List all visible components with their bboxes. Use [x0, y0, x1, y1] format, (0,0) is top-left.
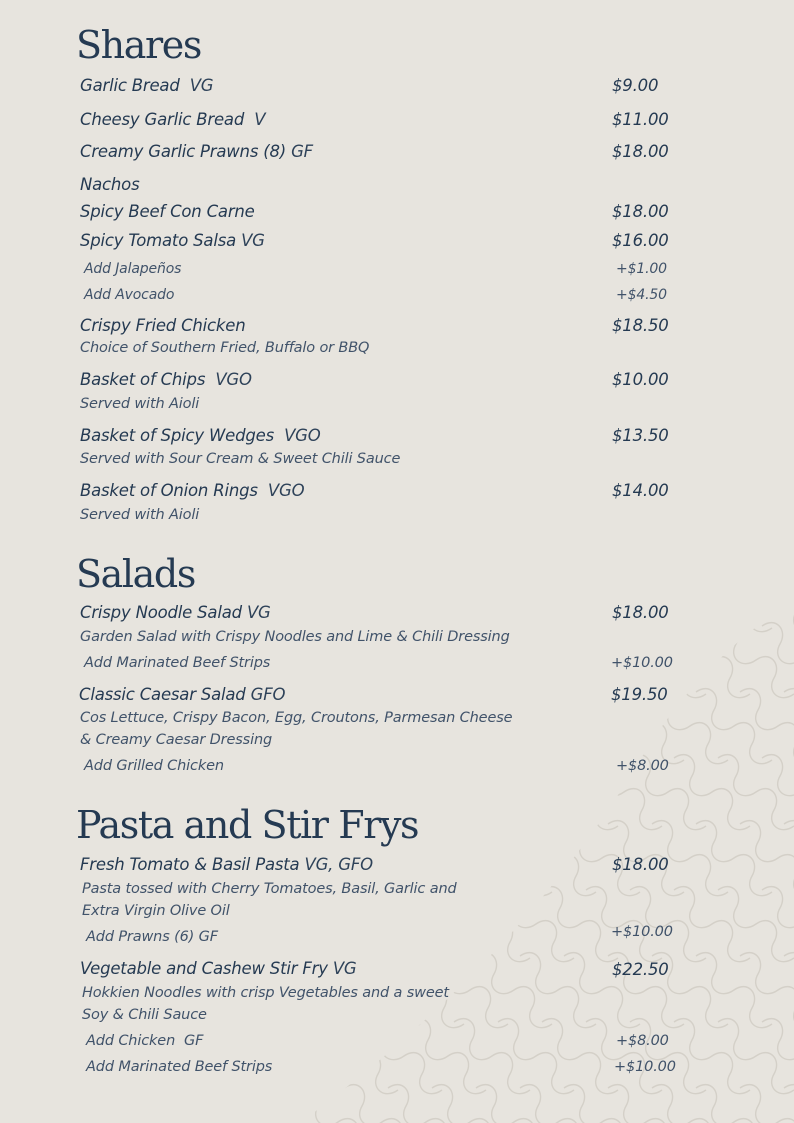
tomato-pasta-desc-line2: Extra Virgin Olive Oil	[82, 903, 230, 919]
wave-stroke	[696, 557, 772, 632]
wave-stroke	[520, 557, 596, 632]
noodle-salad-price: $18.00	[612, 603, 669, 622]
add-avocado-name: Add Avocado	[84, 287, 175, 303]
wave-stroke	[344, 1085, 420, 1123]
wave-stroke	[740, 953, 794, 1028]
wave-stroke	[784, 557, 794, 632]
wave-stroke	[322, 1019, 398, 1094]
wave-stroke	[696, 821, 772, 896]
wave-stroke	[674, 755, 750, 830]
caesar-desc-line1: Cos Lettuce, Crispy Bacon, Egg, Croutons, Parmesan Cheese	[80, 710, 513, 726]
wave-stroke	[740, 821, 794, 896]
wave-stroke	[520, 821, 596, 896]
spicy-tomato-tag: VG	[241, 231, 265, 250]
pasta-heading: Pasta and Stir Frys	[76, 803, 419, 847]
wave-stroke	[454, 887, 530, 962]
cheesy-garlic-bread-tag: V	[254, 110, 266, 129]
wave-stroke	[762, 887, 794, 962]
add-jalapenos-price: +$1.00	[616, 261, 667, 277]
garlic-bread-tag: VG	[189, 76, 214, 95]
wave-stroke	[388, 1085, 464, 1123]
wave-stroke	[476, 557, 552, 632]
caesar-name: Classic Caesar Salad GFO	[79, 685, 286, 704]
wave-stroke	[432, 557, 508, 632]
wave-stroke	[762, 755, 794, 830]
wave-stroke	[410, 1019, 486, 1094]
garlic-bread-price: $9.00	[612, 76, 659, 95]
salad-add-beef-name: Add Marinated Beef Strips	[84, 655, 271, 671]
chips-tag: VGO	[215, 370, 252, 389]
wave-stroke	[520, 689, 596, 764]
garlic-bread-name: Garlic Bread VG	[80, 76, 214, 95]
wave-stroke	[696, 953, 772, 1028]
chips-name: Basket of Chips VGO	[80, 370, 252, 389]
chips-desc: Served with Aioli	[80, 396, 200, 412]
pasta-add-chicken-price: +$8.00	[616, 1033, 669, 1049]
wave-stroke	[718, 1019, 794, 1094]
tomato-pasta-desc-line1: Pasta tossed with Cherry Tomatoes, Basil, Garlic and	[82, 881, 457, 897]
pasta-add-chicken-tag: GF	[184, 1033, 204, 1049]
caesar-desc-line2: & Creamy Caesar Dressing	[80, 732, 273, 748]
onion-rings-desc: Served with Aioli	[80, 507, 200, 523]
wedges-tag: VGO	[284, 426, 321, 445]
wave-stroke	[718, 887, 794, 962]
pasta-add-beef-price: +$10.00	[614, 1059, 676, 1075]
wave-stroke	[476, 953, 552, 1028]
caesar-price: $19.50	[611, 685, 668, 704]
stir-fry-price: $22.50	[612, 960, 669, 979]
wave-stroke	[586, 1019, 662, 1094]
chips-price: $10.00	[612, 370, 669, 389]
wave-stroke	[498, 755, 574, 830]
wave-stroke	[608, 1085, 684, 1123]
add-prawns-price: +$10.00	[611, 924, 673, 940]
stir-fry-desc-line1: Hokkien Noodles with crisp Vegetables and a sweet	[82, 985, 449, 1001]
wave-stroke	[674, 1019, 750, 1094]
nachos-name: Nachos	[80, 175, 140, 194]
tomato-pasta-tag: VG, GFO	[304, 855, 373, 874]
wave-stroke	[784, 953, 794, 1028]
wedges-name: Basket of Spicy Wedges VGO	[80, 426, 321, 445]
wave-stroke	[718, 623, 794, 698]
wave-stroke	[410, 755, 486, 830]
wave-stroke	[740, 689, 794, 764]
creamy-garlic-prawns-name: Creamy Garlic Prawns (8) GF	[80, 142, 313, 161]
spicy-beef-price: $18.00	[612, 202, 669, 221]
wave-stroke	[520, 1085, 596, 1123]
wave-stroke	[520, 953, 596, 1028]
wave-stroke	[630, 1019, 706, 1094]
wave-stroke	[718, 755, 794, 830]
noodle-salad-desc: Garden Salad with Crispy Noodles and Lime & Chili Dressing	[80, 629, 510, 645]
wave-stroke	[696, 1085, 772, 1123]
crispy-chicken-name: Crispy Fried Chicken	[80, 316, 246, 335]
wave-stroke	[784, 1085, 794, 1123]
wave-stroke	[476, 821, 552, 896]
wave-stroke	[542, 755, 618, 830]
wave-stroke	[542, 887, 618, 962]
wave-stroke	[454, 755, 530, 830]
pasta-add-chicken-name: Add Chicken GF	[86, 1033, 204, 1049]
onion-rings-price: $14.00	[612, 481, 669, 500]
wave-stroke	[498, 887, 574, 962]
wave-stroke	[498, 1019, 574, 1094]
stir-fry-tag: VG	[332, 959, 357, 978]
wave-stroke	[476, 1085, 552, 1123]
spicy-tomato-price: $16.00	[612, 231, 669, 250]
noodle-salad-name: Crispy Noodle Salad VG	[80, 603, 271, 622]
wedges-desc: Served with Sour Cream & Sweet Chili Sauce	[80, 451, 401, 467]
wave-stroke	[762, 1019, 794, 1094]
creamy-garlic-prawns-tag: GF	[291, 142, 313, 161]
wave-stroke	[784, 689, 794, 764]
crispy-chicken-price: $18.50	[612, 316, 669, 335]
stir-fry-name: Vegetable and Cashew Stir Fry VG	[80, 959, 357, 978]
wave-stroke	[652, 1085, 728, 1123]
cheesy-garlic-bread-name: Cheesy Garlic Bread V	[80, 110, 266, 129]
wedges-price: $13.50	[612, 426, 669, 445]
salad-add-chicken-price: +$8.00	[616, 758, 669, 774]
onion-rings-name: Basket of Onion Rings VGO	[80, 481, 305, 500]
tomato-pasta-price: $18.00	[612, 855, 669, 874]
wave-stroke	[300, 557, 376, 632]
wave-stroke	[564, 1085, 640, 1123]
salad-add-chicken-name: Add Grilled Chicken	[84, 758, 224, 774]
pasta-add-beef-name: Add Marinated Beef Strips	[86, 1059, 273, 1075]
wave-stroke	[542, 623, 618, 698]
wave-stroke	[542, 1019, 618, 1094]
cheesy-garlic-bread-price: $11.00	[612, 110, 669, 129]
add-prawns-name: Add Prawns (6) GF	[86, 929, 218, 945]
stir-fry-desc-line2: Soy & Chili Sauce	[82, 1007, 207, 1023]
wave-stroke	[740, 557, 794, 632]
noodle-salad-tag: VG	[246, 603, 271, 622]
spicy-beef-name: Spicy Beef Con Carne	[80, 202, 255, 221]
creamy-garlic-prawns-price: $18.00	[612, 142, 669, 161]
wave-stroke	[762, 623, 794, 698]
wave-stroke	[674, 887, 750, 962]
wave-stroke	[740, 1085, 794, 1123]
wave-stroke	[366, 1019, 442, 1094]
caesar-tag: GFO	[250, 685, 286, 704]
wave-stroke	[432, 1085, 508, 1123]
shares-heading: Shares	[76, 23, 201, 67]
add-jalapenos-name: Add Jalapeños	[84, 261, 182, 277]
wave-stroke	[674, 623, 750, 698]
crispy-chicken-desc: Choice of Southern Fried, Buffalo or BBQ	[80, 340, 370, 356]
tomato-pasta-name: Fresh Tomato & Basil Pasta VG, GFO	[80, 855, 373, 874]
salads-heading: Salads	[76, 552, 195, 596]
wave-stroke	[784, 821, 794, 896]
wave-stroke	[454, 1019, 530, 1094]
add-avocado-price: +$4.50	[616, 287, 667, 303]
salad-add-beef-price: +$10.00	[611, 655, 673, 671]
wave-stroke	[300, 1085, 376, 1123]
wave-stroke	[696, 689, 772, 764]
wave-stroke	[388, 557, 464, 632]
wave-stroke	[344, 557, 420, 632]
spicy-tomato-name: Spicy Tomato Salsa VG	[80, 231, 265, 250]
onion-rings-tag: VGO	[267, 481, 305, 500]
